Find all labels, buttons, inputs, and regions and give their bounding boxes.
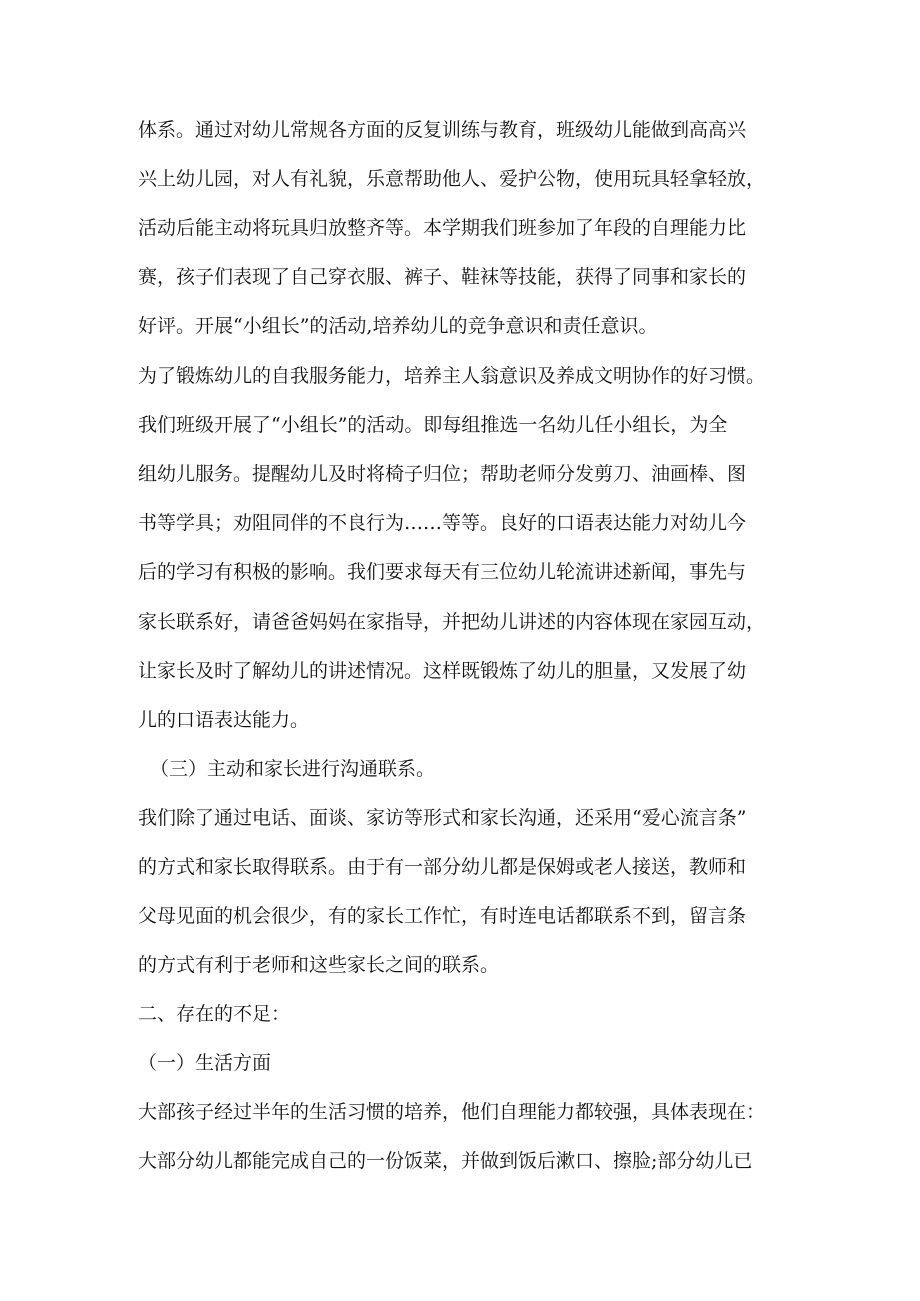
subsection-heading: （一）生活方面 <box>138 1052 272 1074</box>
text-line: 活动后能主动将玩具归放整齐等。本学期我们班参加了年段的自理能力比 <box>138 217 747 239</box>
text-line: 大部分幼儿都能完成自己的一份饭菜，并做到饭后漱口、擦脸;部分幼儿已 <box>138 1150 753 1172</box>
text-line: 为了锻炼幼儿的自我服务能力，培养主人翁意识及养成文明协作的好习惯。 <box>138 365 766 387</box>
text-line: 儿的口语表达能力。 <box>138 709 310 731</box>
text-line: 家长联系好，请爸爸妈妈在家指导，并把幼儿讲述的内容体现在家园互动， <box>138 611 766 633</box>
text-line: 好评。开展“小组长”的活动,培养幼儿的竞争意识和责任意识。 <box>138 315 658 337</box>
text-line: 的方式和家长取得联系。由于有一部分幼儿都是保姆或老人接送，教师和 <box>138 856 747 878</box>
text-line: 兴上幼儿园，对人有礼貌，乐意帮助他人、爱护公物，使用玩具轻拿轻放， <box>138 168 766 190</box>
text-line: 父母见面的机会很少，有的家长工作忙，有时连电话都联系不到，留言条 <box>138 905 747 927</box>
section-heading: （三）主动和家长进行沟通联系。 <box>150 758 436 780</box>
text-line: 后的学习有积极的影响。我们要求每天有三位幼儿轮流讲述新闻，事先与 <box>138 561 747 583</box>
text-line: 我们班级开展了“小组长”的活动。即每组推选一名幼儿任小组长，为全 <box>138 414 728 436</box>
text-line: 体系。通过对幼儿常规各方面的反复训练与教育，班级幼儿能做到高高兴 <box>138 119 747 141</box>
text-line: 赛，孩子们表现了自己穿衣服、裤子、鞋袜等技能，获得了同事和家长的 <box>138 266 747 288</box>
text-line: 的方式有利于老师和这些家长之间的联系。 <box>138 954 500 976</box>
text-line: 让家长及时了解幼儿的讲述情况。这样既锻炼了幼儿的胆量，又发展了幼 <box>138 660 747 682</box>
text-line: 我们除了通过电话、面谈、家访等形式和家长沟通，还采用“爱心流言条” <box>138 807 747 829</box>
text-line: 书等学具；劝阻同伴的不良行为……等等。良好的口语表达能力对幼儿今 <box>138 512 747 534</box>
section-heading: 二、存在的不足： <box>138 1003 291 1025</box>
text-line: 大部孩子经过半年的生活习惯的培养，他们自理能力都较强，具体表现在： <box>138 1101 766 1123</box>
text-line: 组幼儿服务。提醒幼儿及时将椅子归位；帮助老师分发剪刀、油画棒、图 <box>138 463 747 485</box>
